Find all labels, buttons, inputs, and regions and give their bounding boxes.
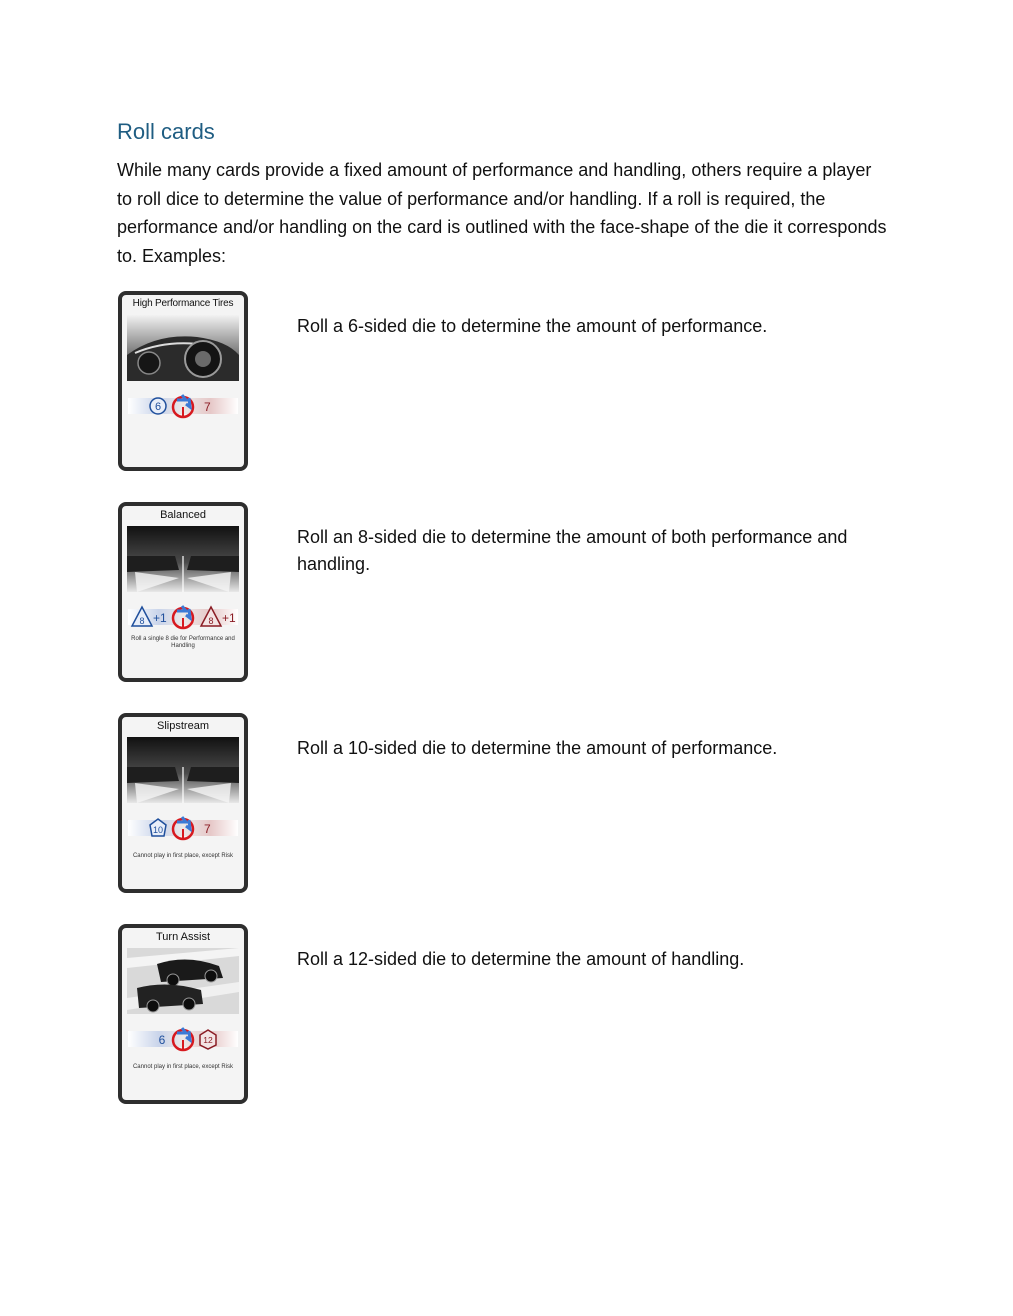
card-title: Slipstream: [157, 720, 209, 732]
section-heading: Roll cards: [117, 119, 215, 144]
steering-wheel-icon: [173, 395, 193, 417]
card-note: Roll a single 8 die for Performance and Handling: [131, 636, 235, 649]
stat-row: [128, 395, 238, 417]
twin-cars-illustration: [127, 526, 239, 592]
card-note: Cannot play in first place, except Risk: [132, 853, 234, 859]
performance-value: 10: [152, 825, 164, 835]
roll-card: [118, 502, 248, 682]
example-description: Roll an 8-sided die to determine the amount of both performance and handling.: [297, 527, 848, 574]
example-row: [118, 502, 878, 682]
example-row: [118, 924, 878, 1104]
example-description: Roll a 10-sided die to determine the amount of performance.: [297, 738, 778, 758]
roll-card: [118, 924, 248, 1104]
stat-row: [128, 817, 238, 839]
example-row: [118, 291, 878, 471]
handling-value: 7: [204, 822, 211, 836]
steering-wheel-icon: [173, 606, 193, 628]
steering-wheel-icon: [173, 1028, 193, 1050]
handling-value: 8: [208, 616, 214, 626]
example-description: Roll a 12-sided die to determine the amount of handling.: [297, 949, 745, 969]
performance-value: 6: [154, 401, 162, 413]
intro-paragraph: While many cards provide a fixed amount of performance and handling, others require a player to roll dice to determine the value of performance and/or handling. If a roll is required, the performance and/or handling on the card is outlined with the face-shape of the die it corresponds to. Examples:: [117, 160, 887, 266]
card-title: Turn Assist: [156, 931, 210, 943]
stat-row: [128, 606, 238, 628]
card-note: Cannot play in first place, except Risk: [132, 1064, 234, 1070]
performance-value: 6: [158, 1033, 166, 1047]
racing-cars-illustration: [127, 948, 239, 1014]
example-row: [118, 713, 878, 893]
card-title: Balanced: [160, 509, 206, 521]
twin-cars-illustration: [127, 737, 239, 803]
card-title: High Performance Tires: [132, 298, 234, 309]
performance-modifier: +1: [153, 611, 167, 625]
steering-wheel-icon: [173, 817, 193, 839]
roll-card: [118, 713, 248, 893]
performance-value: 8: [139, 616, 145, 626]
example-description: Roll a 6-sided die to determine the amount of performance.: [297, 316, 768, 336]
roll-card: [118, 291, 248, 471]
stat-row: [128, 1028, 238, 1050]
handling-value: 12: [203, 1035, 213, 1045]
car-tire-illustration: [127, 315, 239, 381]
handling-value: 7: [204, 400, 211, 414]
handling-modifier: +1: [222, 611, 236, 625]
